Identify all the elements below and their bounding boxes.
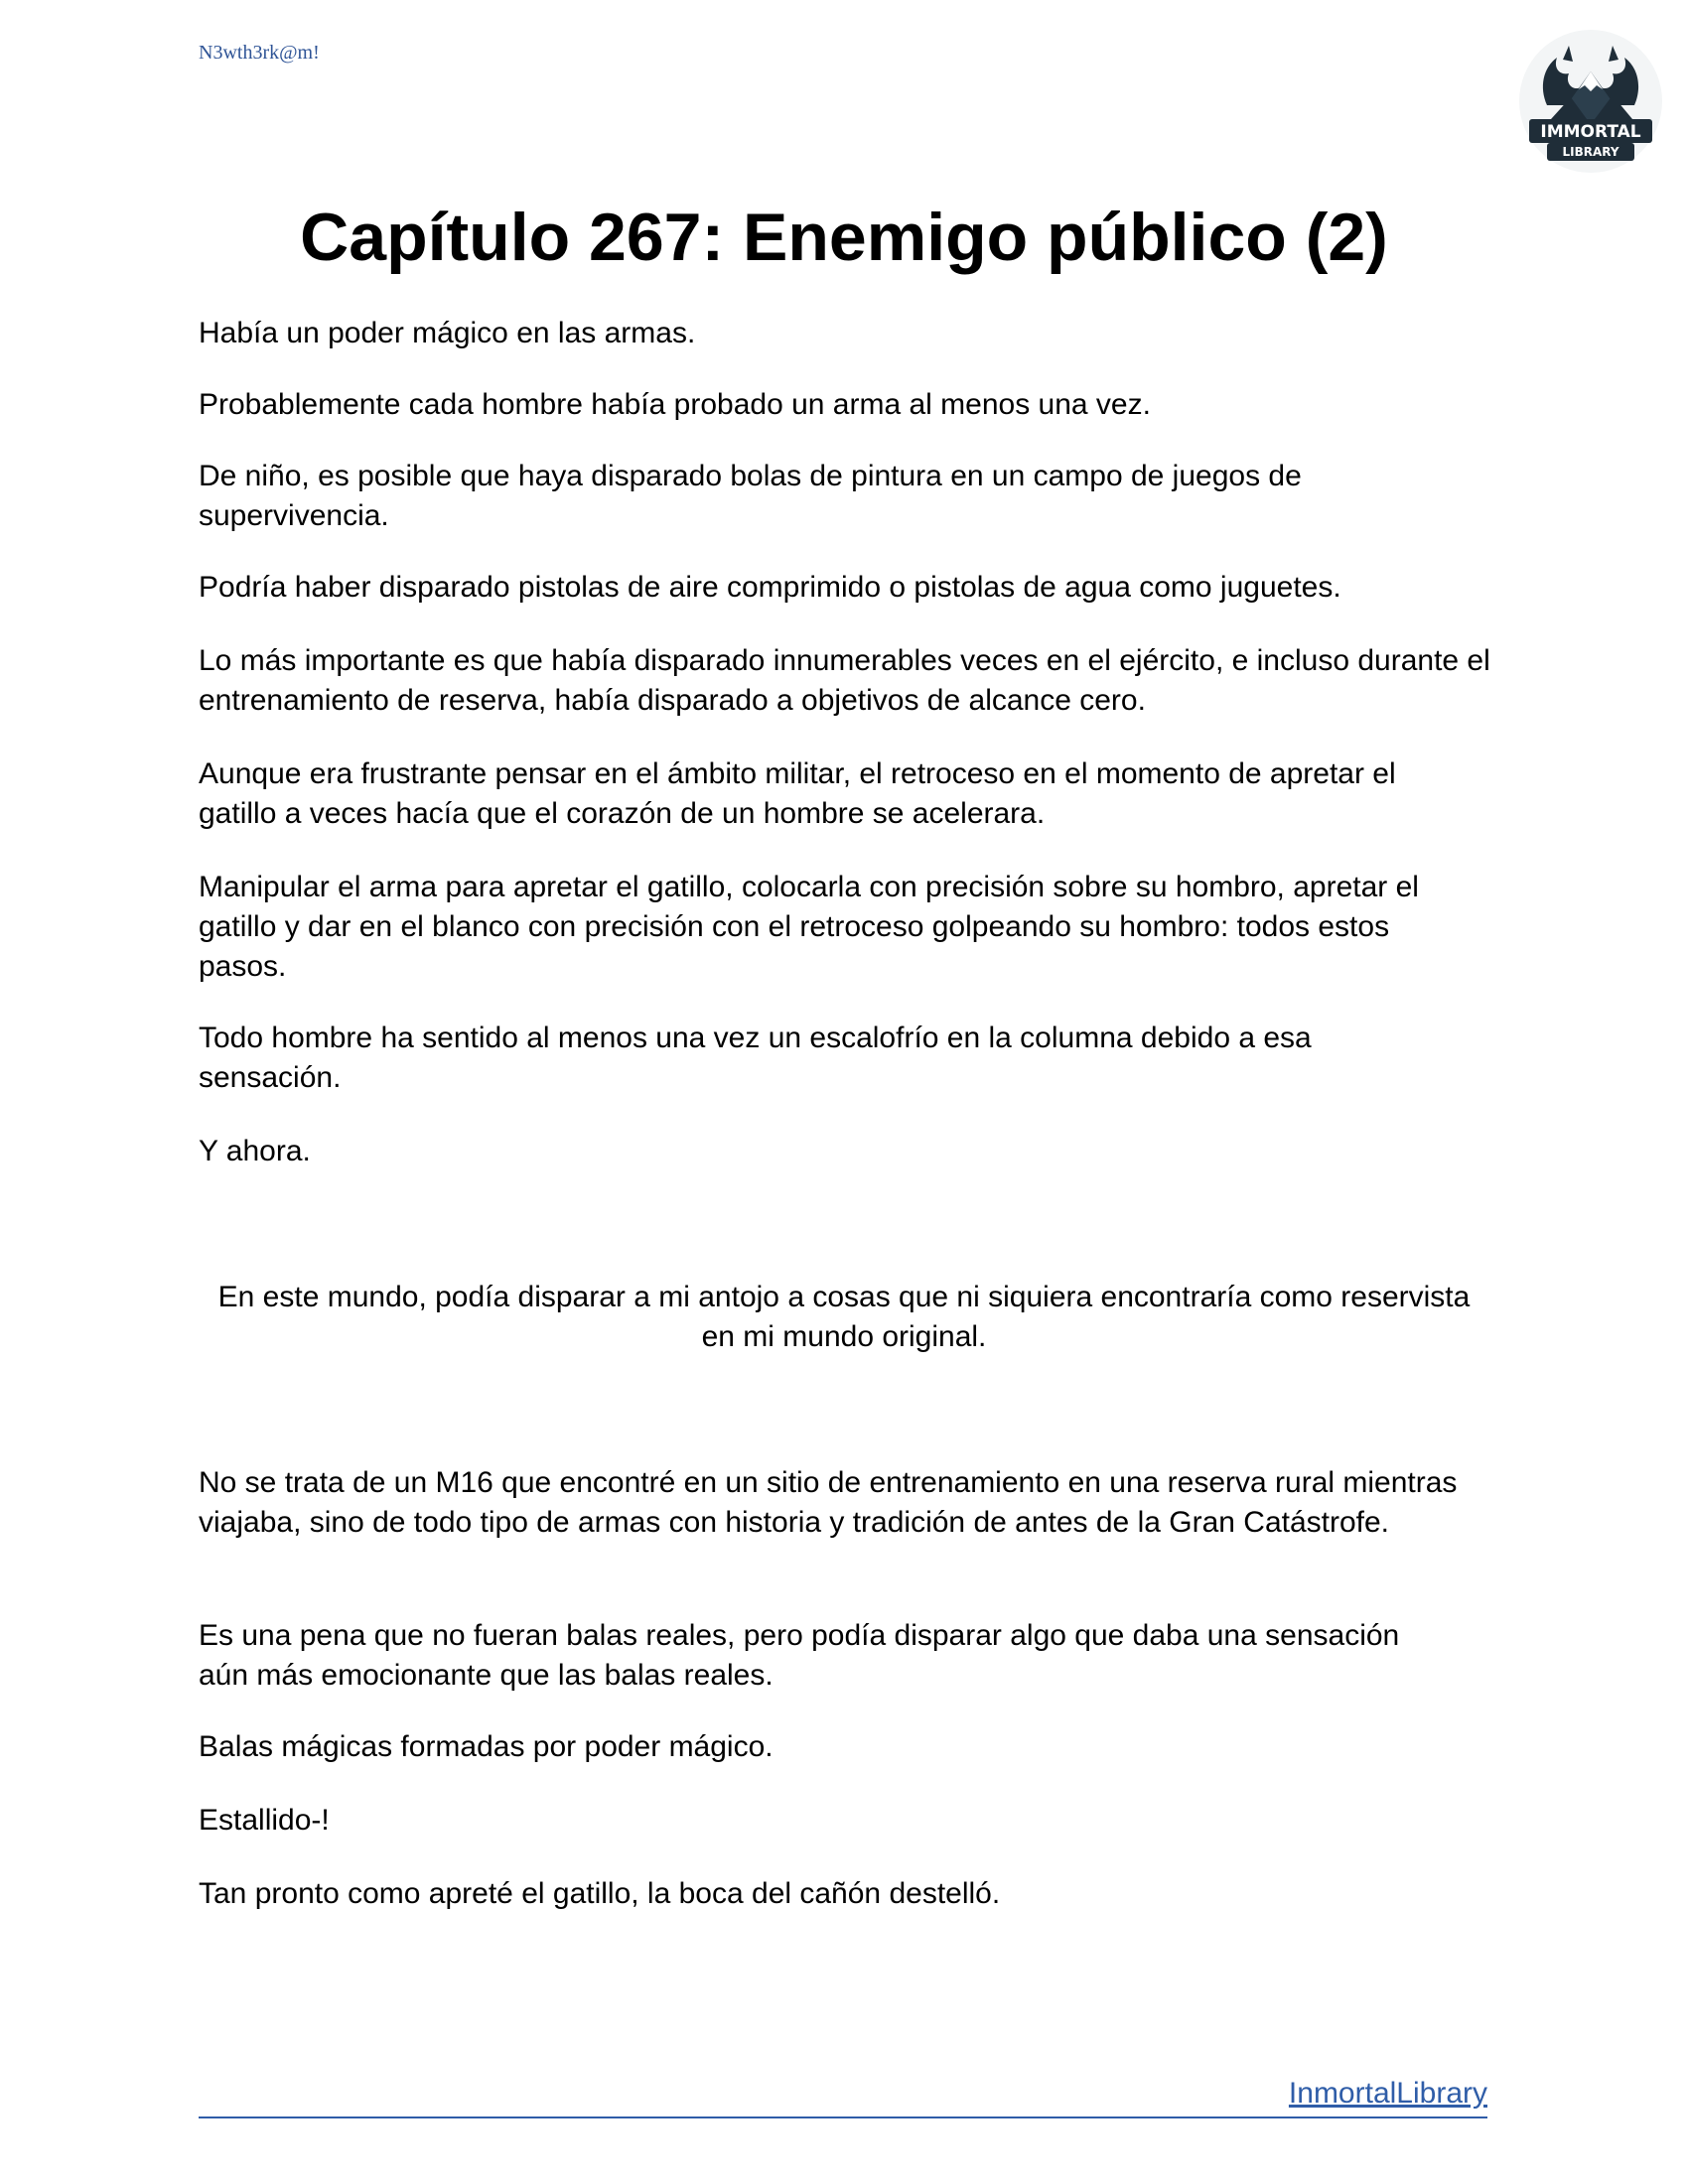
paragraph: Es una pena que no fueran balas reales, pero podía disparar algo que daba una sensación aún más emocionante que las balas reales.: [199, 1619, 1400, 1692]
paragraph: Probablemente cada hombre había probado un arma al menos una vez.: [199, 388, 1151, 421]
logo-text-top: IMMORTAL: [1540, 122, 1641, 142]
paragraph: Manipular el arma para apretar el gatillo, colocarla con precisión sobre su hombro, apretar el gatillo y dar en el blanco con precisión con el retroceso golpeando su hombro: todos estos pasos.: [199, 871, 1419, 983]
dragon-logo-icon: [1517, 28, 1664, 175]
paragraph: Y ahora.: [199, 1135, 311, 1167]
paragraph: Aunque era frustrante pensar en el ámbito militar, el retroceso en el momento de apretar el gatillo a veces hacía que el corazón de un hombre se acelerara.: [199, 757, 1396, 830]
footer-link[interactable]: InmortalLibrary: [1288, 2077, 1487, 2110]
logo-text-bottom: LIBRARY: [1562, 145, 1619, 159]
header-tag: N3wth3rk@m!: [199, 42, 320, 64]
paragraph: Lo más importante es que había disparado innumerables veces en el ejército, e incluso durante el entrenamiento de reserva, había disparado a objetivos de alcance cero.: [199, 644, 1490, 717]
paragraph: Podría haber disparado pistolas de aire comprimido o pistolas de agua como juguetes.: [199, 571, 1341, 604]
paragraph: No se trata de un M16 que encontré en un sitio de entrenamiento en una reserva rural mientras viajaba, sino de todo tipo de armas con historia y tradición de antes de la Gran Catástrofe.: [199, 1466, 1458, 1539]
footer-divider: [199, 2116, 1487, 2118]
chapter-title: Capítulo 267: Enemigo público (2): [300, 200, 1388, 275]
paragraph: Tan pronto como apreté el gatillo, la boca del cañón destelló.: [199, 1877, 1001, 1910]
centered-paragraph: En este mundo, podía disparar a mi antojo a cosas que ni siquiera encontraría como reservista en mi mundo original.: [217, 1281, 1471, 1353]
paragraph: Estallido-!: [199, 1804, 330, 1837]
paragraph: Había un poder mágico en las armas.: [199, 317, 696, 349]
paragraph: Balas mágicas formadas por poder mágico.: [199, 1730, 774, 1763]
paragraph: Todo hombre ha sentido al menos una vez un escalofrío en la columna debido a esa sensación.: [199, 1022, 1312, 1094]
immortal-library-logo: [1517, 28, 1664, 175]
paragraph: De niño, es posible que haya disparado bolas de pintura en un campo de juegos de supervivencia.: [199, 460, 1302, 532]
